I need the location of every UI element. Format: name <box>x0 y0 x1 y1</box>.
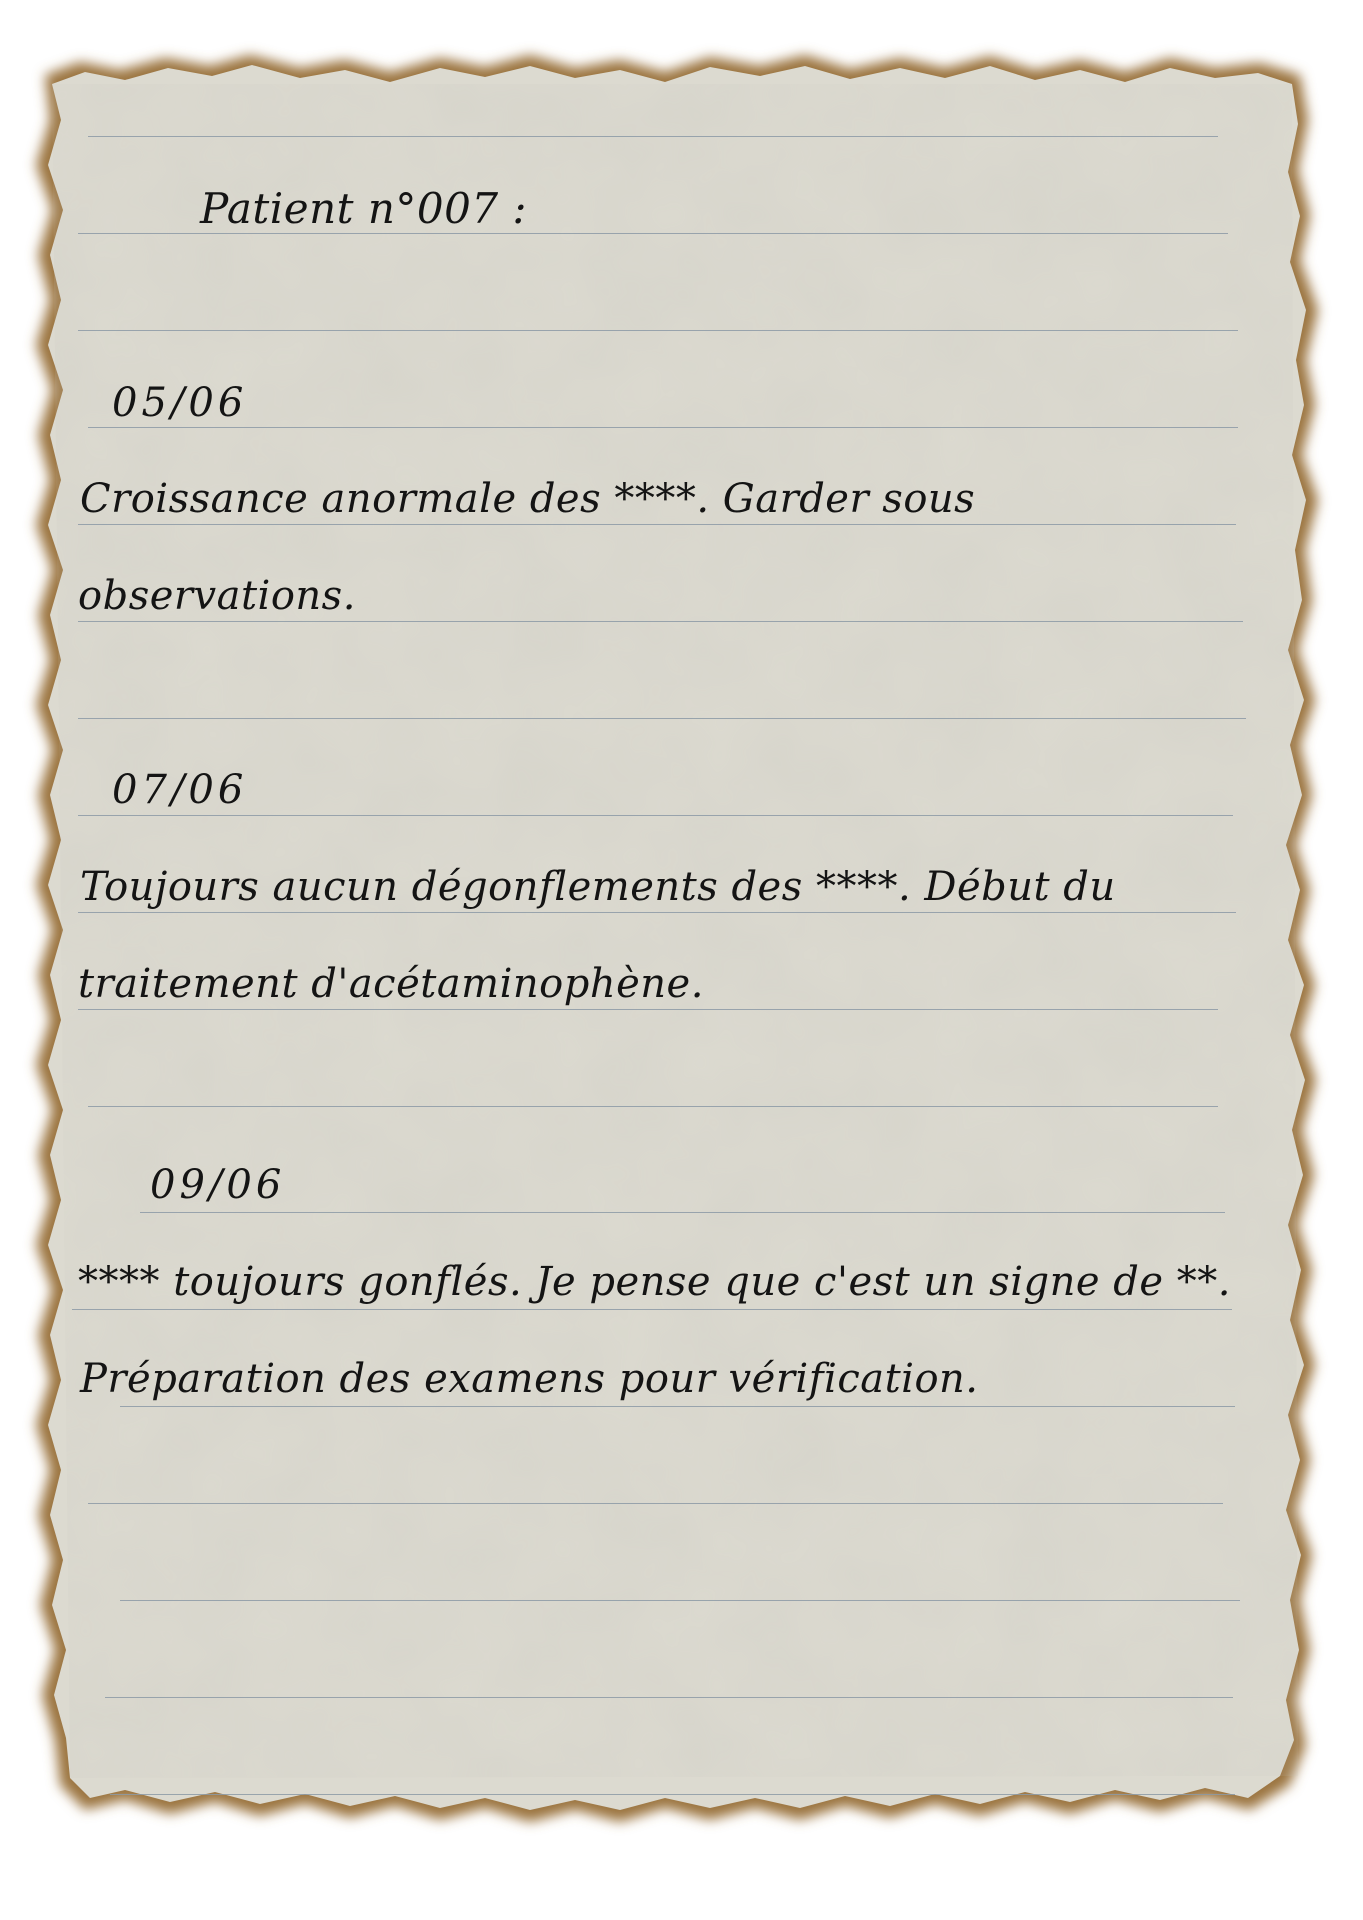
ruled-line <box>78 1009 1218 1010</box>
ruled-line <box>78 524 1236 525</box>
entry-date: 09/06 <box>150 1162 286 1208</box>
ruled-line <box>78 718 1246 719</box>
entry-line: Toujours aucun dégonflements des ****. Début du <box>80 864 1116 910</box>
entry-date: 07/06 <box>112 767 248 813</box>
entry-line: **** toujours gonflés. Je pense que c'est un signe de **. <box>78 1259 1231 1305</box>
ruled-line <box>110 1794 1235 1795</box>
entry-line: traitement d'acétaminophène. <box>78 961 704 1007</box>
ruled-line <box>72 1309 1232 1310</box>
ruled-line <box>78 621 1243 622</box>
ruled-line <box>78 912 1236 913</box>
ruled-line <box>120 1600 1240 1601</box>
ruled-line <box>88 1503 1223 1504</box>
ruled-line <box>120 1406 1235 1407</box>
ruled-line <box>88 1106 1218 1107</box>
ruled-line <box>88 427 1238 428</box>
entry-line: Préparation des examens pour vérification. <box>80 1356 979 1402</box>
ruled-line <box>78 233 1228 234</box>
note-title: Patient n°007 : <box>200 184 528 233</box>
ruled-line <box>140 1212 1225 1213</box>
entry-date: 05/06 <box>112 380 248 426</box>
ruled-line <box>88 136 1218 137</box>
ruled-line <box>78 815 1233 816</box>
ruled-line <box>105 1697 1233 1698</box>
ruled-line <box>78 330 1238 331</box>
entry-line: observations. <box>78 573 356 619</box>
entry-line: Croissance anormale des ****. Garder sous <box>80 476 976 522</box>
paper-grain <box>40 55 1320 1825</box>
